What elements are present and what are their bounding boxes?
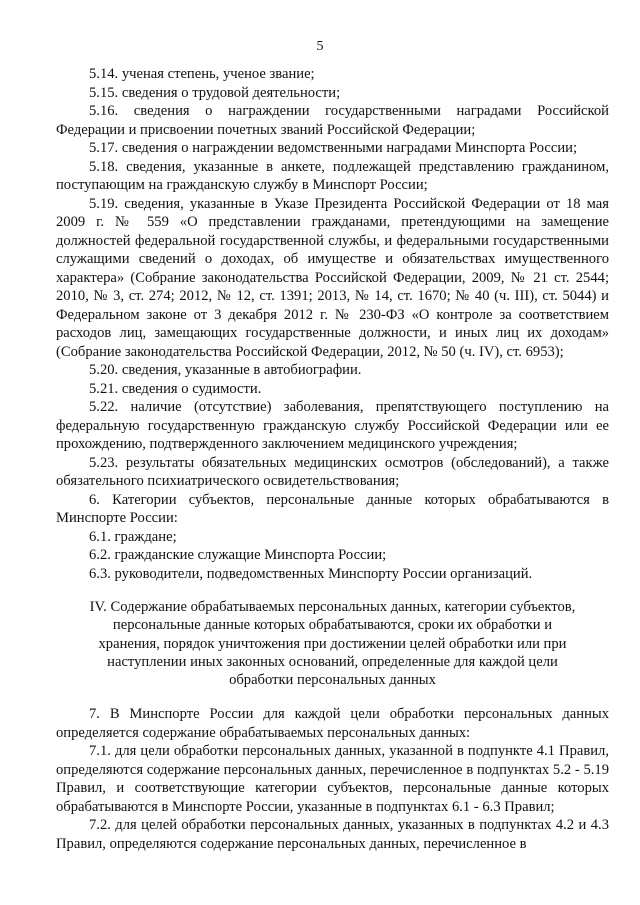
paragraph-6: 6. Категории субъектов, персональные данные которых обрабатываются в Минспорте России:: [56, 491, 609, 526]
paragraph-7-1: 7.1. для цели обработки персональных данных, указанной в подпункте 4.1 Правил, определяются содержание персональных данных, перечисленное в подпунктах 5.2 - 5.19 Правил, и соответствующие категории субъектов, персональные данные которых обрабатываются в Минспорте России, указанные в подпунктах 6.1 - 6.3 Правил;: [56, 743, 609, 815]
paragraph-5-14: 5.14. ученая степень, ученое звание;: [89, 66, 315, 82]
paragraph-5-19: 5.19. сведения, указанные в Указе Президента Российской Федерации от 18 мая 2009 г. № 559 «О представлении гражданами, претендующими на замещение должностей федеральной государственной службы, и федеральными государственными служащими сведений о доходах, об имуществе и обязательствах имущественного характера» (Собрание законодательства Российской Федерации, 2009, № 21 ст. 2544; 2010, № 3, ст. 274; 2012, № 12, ст. 1391; 2013, № 14, ст. 1670; № 40 (ч. III), ст. 5044) и Федеральном законе от 3 декабря 2012 г. № 230-ФЗ «О контроле за соответствием расходов лиц, замещающих государственные должности, и иных лиц их доходам» (Собрание законодательства Российской Федерации, 2012, № 50 (ч. IV), ст. 6953);: [56, 195, 609, 360]
paragraph-5-15: 5.15. сведения о трудовой деятельности;: [89, 84, 341, 101]
section-heading: IV. Содержание обрабатываемых персональных данных, категории субъектов, персональные данные которых обрабатываются, сроки их обработки и хранения, порядок уничтожения при достижении целей обработки или при наступлении иных законных оснований, определенные для каждой цели обработки персональных данных: [89, 599, 576, 689]
paragraph-5-23: 5.23. результаты обязательных медицинских осмотров (обследований), а также обязательного психиатрического освидетельствования;: [56, 454, 609, 489]
paragraph-5-18: 5.18. сведения, указанные в анкете, подлежащей представлению гражданином, поступающим на гражданскую службу в Минспорт России;: [56, 158, 609, 193]
paragraph-5-21: 5.21. сведения о судимости.: [89, 380, 262, 397]
paragraph-6-2: 6.2. гражданские служащие Минспорта России;: [89, 547, 387, 563]
paragraph-6-3: 6.3. руководители, подведомственных Минспорту России организаций.: [89, 565, 533, 582]
document-body: [56, 65, 609, 853]
paragraph-5-20: 5.20. сведения, указанные в автобиографии.: [89, 362, 362, 378]
paragraph-5-22: 5.22. наличие (отсутствие) заболевания, препятствующего поступлению на федеральную государственную гражданскую службу Российской Федерации или ее прохождению, подтвержденного заключением медицинского учреждения;: [56, 399, 609, 452]
paragraph-5-16: 5.16. сведения о награждении государственными наградами Российской Федерации и присвоении почетных званий Российской Федерации;: [56, 103, 609, 138]
section-spacer: [56, 689, 609, 705]
paragraph-6-1: 6.1. граждане;: [89, 528, 177, 545]
page-number: 5: [316, 39, 324, 54]
paragraph-5-17: 5.17. сведения о награждении ведомственными наградами Минспорта России;: [89, 140, 578, 156]
paragraph-7: 7. В Минспорте России для каждой цели обработки персональных данных определяется содержание обрабатываемых персональных данных:: [56, 706, 609, 741]
paragraph-7-2: 7.2. для целей обработки персональных данных, указанных в подпунктах 4.2 и 4.3 Правил, определяются содержание персональных данных, перечисленное в: [56, 817, 609, 852]
